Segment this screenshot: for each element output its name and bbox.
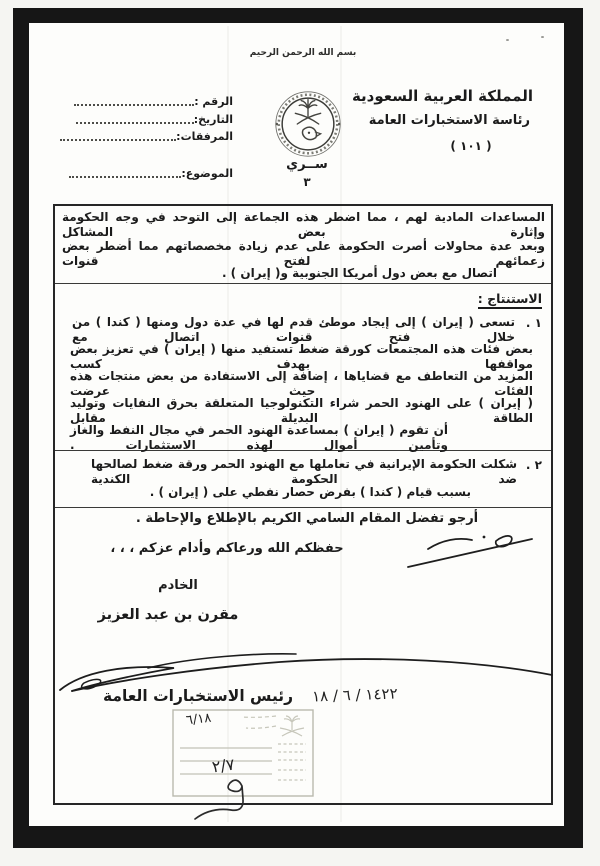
intro-line: اتصال مع بعض دول أمريكا الجنوبية و( إيران ) . [221, 266, 497, 280]
list-item-line: تسعى ( إيران ) إلى إيجاد موطئ قدم لها في عدة دول ومنها ( كندا ) من خلال فتح قنوات اتصال مع [72, 315, 515, 344]
letterhead-country: المملكة العربية السعودية [351, 87, 533, 105]
dotted-leader [74, 104, 194, 106]
list-item-line: بسبب قيام ( كندا ) بفرض حصار نفطي على ( إيران ) . [149, 485, 471, 499]
scan-speck [541, 36, 544, 38]
scan-speck [506, 39, 509, 41]
dotted-leader [60, 139, 176, 141]
list-item-number: ١ . [525, 316, 542, 330]
attachments-field [60, 130, 233, 143]
dotted-leader [76, 122, 194, 124]
dotted-leader [69, 176, 181, 178]
sender-position: رئيس الاستخبارات العامة [102, 687, 294, 705]
list-item-line: بعض فئات هذه المجتمعات كورقة ضغط تستفيد منها ( إيران ) في تعزيز بعض مواقفها بهدف كسب [70, 342, 533, 371]
sender-name: مقرن بن عبد العزيز [97, 607, 239, 623]
closing-request: أرجو تفضل المقام السامي الكريم بالإطلاع والإحاطة . [135, 511, 479, 526]
page-number: ٣ [303, 175, 311, 189]
section-divider [55, 283, 551, 284]
classification-label: ســري [286, 157, 328, 172]
sender-title: الخادم [158, 578, 198, 593]
reference-number-label: الرقم : [194, 95, 233, 108]
bismillah-text: بسم الله الرحمن الرحيم [249, 48, 357, 58]
routing-stamp [172, 708, 322, 828]
subject-label: الموضوع: [181, 167, 233, 180]
letterhead-agency: رئاسة الاستخبارات العامة [368, 113, 530, 128]
intelligence-agency-seal-icon [269, 85, 347, 163]
attachments-label: المرفقات: [176, 130, 233, 143]
conclusion-heading: الاستنتاج : [478, 291, 542, 309]
stamp-handwritten-date: ٦/١٨ [185, 710, 213, 729]
date-label: التاريخ: [193, 113, 233, 126]
list-item-number: ٢ . [525, 458, 542, 472]
closing-prayer: حفظكم الله ورعاكم وأدام عزكم ، ، ، [110, 541, 344, 556]
letterhead-code: ( ١٠١ ) [450, 139, 492, 153]
list-item-line: أن تقوم ( إيران ) بمساعدة الهنود الحمر في مجال النفط والغاز وتأمين أموال لهذه الاستثمارات . [70, 423, 448, 452]
intro-line: المساعدات المادية لهم ، مما اضطر هذه الجماعة إلى التوحد في وجه الحكومة وإثارة بعض المشاكل [62, 210, 545, 239]
intro-line: وبعد عدة محاولات أصرت الحكومة على عدم زيادة مخصصاتهم مما أضطر بعض زعمائهم لفتح قنوات [62, 239, 545, 268]
section-divider [55, 507, 551, 508]
list-item-line: ( إيران ) على الهنود الحمر شراء التكنولوجيا المتعلقة بحرق النفايات وتوليد الطاقة البديلة مقابل [70, 396, 533, 425]
stamp-handwritten-note: ٢/٧ [210, 754, 236, 777]
subject-field [69, 167, 233, 180]
list-item-line: شكلت الحكومة الإيرانية في تعاملها مع الهنود الحمر ورقة ضغط لصالحها ضد الحكومة الكندية [91, 457, 517, 486]
handwritten-date: ١٤٢٢ / ٦ / ١٨ [311, 684, 398, 706]
handwritten-approval-mark [400, 527, 550, 575]
reference-number-field [74, 95, 233, 108]
list-item-line: المزيد من التعاطف مع قضاياها ، إضافة إلى الاستفادة من بعض منتجات هذه الفئات حيث عرضت [70, 369, 533, 398]
date-field [76, 113, 233, 126]
